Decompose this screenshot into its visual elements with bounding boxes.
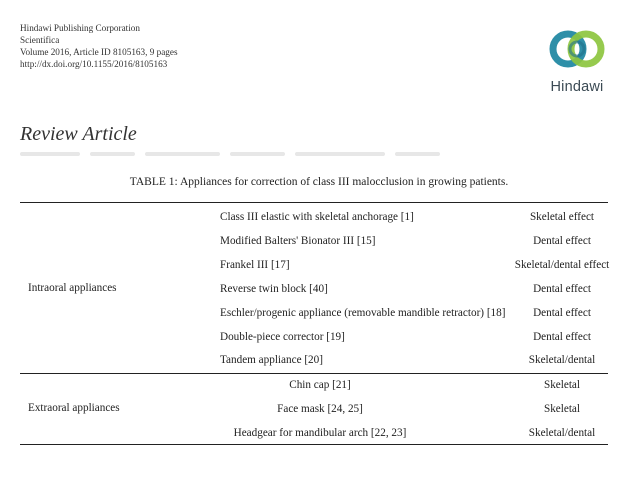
appliance-cell: Class III elastic with skeletal anchorage [1] bbox=[220, 211, 414, 223]
article-header-meta bbox=[20, 22, 178, 70]
hindawi-rings-icon bbox=[544, 23, 610, 79]
publisher-name: Hindawi Publishing Corporation bbox=[20, 23, 140, 33]
volume-line: Volume 2016, Article ID 8105163, 9 pages bbox=[20, 47, 178, 57]
effect-cell: Skeletal/dental bbox=[528, 354, 596, 366]
journal-name: Scientifica bbox=[20, 35, 60, 45]
appliance-cell: Face mask [24, 25] bbox=[277, 403, 363, 415]
appliance-cell: Chin cap [21] bbox=[289, 379, 351, 391]
hindawi-logo bbox=[544, 23, 610, 95]
group-label: Extraoral appliances bbox=[28, 402, 120, 414]
effect-cell: Dental effect bbox=[533, 331, 591, 343]
table-bottom-rule bbox=[20, 444, 608, 445]
appliance-cell: Tandem appliance [20] bbox=[220, 354, 323, 366]
faded-title-remnant bbox=[20, 152, 440, 158]
appliance-cell: Modified Balters' Bionator III [15] bbox=[220, 235, 376, 247]
appliance-cell: Headgear for mandibular arch [22, 23] bbox=[233, 427, 407, 439]
table-top-rule bbox=[20, 202, 608, 203]
appliance-cell: Double-piece corrector [19] bbox=[220, 331, 345, 343]
effect-cell: Dental effect bbox=[533, 235, 591, 247]
table-group-divider bbox=[20, 373, 608, 374]
effect-cell: Skeletal bbox=[543, 403, 581, 415]
effect-cell: Dental effect bbox=[533, 307, 591, 319]
appliance-cell: Eschler/progenic appliance (removable mandible retractor) [18] bbox=[220, 307, 506, 319]
group-label: Intraoral appliances bbox=[28, 282, 117, 294]
logo-wordmark: Hindawi bbox=[550, 79, 604, 95]
doi-link[interactable]: http://dx.doi.org/10.1155/2016/8105163 bbox=[20, 59, 168, 69]
effect-cell: Skeletal/dental bbox=[528, 427, 596, 439]
appliance-cell: Reverse twin block [40] bbox=[220, 283, 328, 295]
article-type-heading: Review Article bbox=[20, 123, 137, 145]
effect-cell: Skeletal bbox=[543, 379, 581, 391]
effect-cell: Skeletal/dental effect bbox=[514, 259, 610, 271]
appliance-cell: Frankel III [17] bbox=[220, 259, 290, 271]
effect-cell: Dental effect bbox=[533, 283, 591, 295]
effect-cell: Skeletal effect bbox=[529, 211, 595, 223]
table-caption: TABLE 1: Appliances for correction of class III malocclusion in growing patients. bbox=[129, 176, 509, 188]
